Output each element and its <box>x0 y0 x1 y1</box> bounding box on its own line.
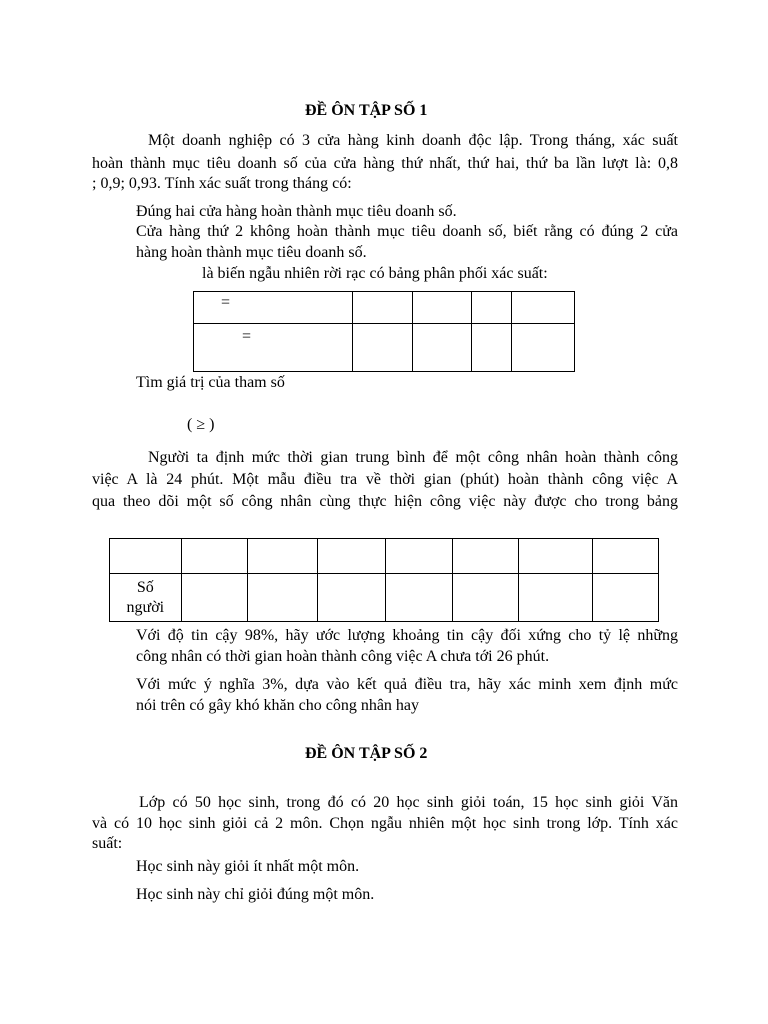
survey-table-cell <box>385 574 452 622</box>
exam1-q3-line1: Người ta định mức thời gian trung bình để một công nhân hoàn thành công <box>148 449 678 466</box>
survey-table-cell <box>592 574 658 622</box>
exam1-q1-part-b-line2: hàng hoàn thành mục tiêu doanh số. <box>136 244 367 261</box>
survey-table-label-line1: Số <box>136 578 154 596</box>
survey-table-cell <box>592 539 658 574</box>
survey-table-label-line2: người <box>126 598 165 616</box>
survey-table-cell <box>181 539 247 574</box>
survey-table-cell <box>248 574 318 622</box>
survey-table-row-count <box>110 574 659 622</box>
distribution-table <box>193 291 575 372</box>
distribution-table-cell <box>472 292 511 324</box>
exam1-q2-part-a: Tìm giá trị của tham số <box>136 374 285 391</box>
survey-table-cell <box>248 539 318 574</box>
survey-table-cell <box>519 574 592 622</box>
distribution-table-label-p: = <box>194 324 353 372</box>
survey-table-cell <box>452 539 518 574</box>
exam1-title: ĐỀ ÔN TẬP SỐ 1 <box>305 102 428 119</box>
exam1-q2-intro: là biến ngẫu nhiên rời rạc có bảng phân phối xác suất: <box>202 265 548 282</box>
exam2-q1-line1: Lớp có 50 học sinh, trong đó có 20 học sinh giỏi toán, 15 học sinh giỏi Văn <box>139 794 678 811</box>
exam1-q2-part-b: ( ≥ ) <box>187 416 215 433</box>
exam1-q1-line1: Một doanh nghiệp có 3 cửa hàng kinh doanh độc lập. Trong tháng, xác suất <box>148 132 678 149</box>
survey-table-cell <box>452 574 518 622</box>
survey-table-row-time <box>110 539 659 574</box>
exam1-q3-line2: việc A là 24 phút. Một mẫu điều tra về thời gian (phút) hoàn thành công việc A <box>92 471 678 488</box>
survey-table-header-cell <box>110 539 182 574</box>
distribution-table-cell <box>413 292 472 324</box>
survey-table-cell <box>318 574 385 622</box>
exam1-q3-line3: qua theo dõi một số công nhân cùng thực hiện công việc này được cho trong bảng <box>92 493 678 510</box>
distribution-table-row-x <box>194 292 575 324</box>
survey-table-cell <box>181 574 247 622</box>
survey-table <box>109 538 659 622</box>
exam2-title: ĐỀ ÔN TẬP SỐ 2 <box>305 745 428 762</box>
distribution-table-cell <box>511 324 574 372</box>
exam1-q1-part-a: Đúng hai cửa hàng hoàn thành mục tiêu doanh số. <box>136 203 457 220</box>
survey-table-cell <box>385 539 452 574</box>
exam1-q3-part-b-line1: Với mức ý nghĩa 3%, dựa vào kết quả điều tra, hãy xác minh xem định mức <box>136 676 678 693</box>
survey-table-label-count <box>110 574 182 622</box>
distribution-table-cell <box>511 292 574 324</box>
exam1-q3-part-a-line1: Với độ tin cậy 98%, hãy ước lượng khoảng tin cậy đối xứng cho tỷ lệ những <box>136 627 678 644</box>
distribution-table-label-x: = <box>194 292 353 324</box>
exam2-q1-line2: và có 10 học sinh giỏi cả 2 môn. Chọn ngẫu nhiên một học sinh trong lớp. Tính xác <box>92 815 678 832</box>
exam2-q1-line3: suất: <box>92 835 123 852</box>
distribution-table-cell <box>472 324 511 372</box>
distribution-table-row-p <box>194 324 575 372</box>
survey-table-cell <box>318 539 385 574</box>
exam1-q3-part-b-line2: nói trên có gây khó khăn cho công nhân hay <box>136 697 420 714</box>
distribution-table-cell <box>352 324 413 372</box>
exam1-q1-part-b-line1: Cửa hàng thứ 2 không hoàn thành mục tiêu doanh số, biết rằng có đúng 2 cửa <box>136 223 678 240</box>
exam1-q3-part-a-line2: công nhân có thời gian hoàn thành công việc A chưa tới 26 phút. <box>136 648 550 665</box>
exam1-q1-line3: ; 0,9; 0,93. Tính xác suất trong tháng có: <box>92 175 352 192</box>
survey-table-cell <box>519 539 592 574</box>
exam2-q1-part-b: Học sinh này chỉ giỏi đúng một môn. <box>136 886 375 903</box>
distribution-table-cell <box>413 324 472 372</box>
exam1-q1-line2: hoàn thành mục tiêu doanh số của cửa hàng thứ nhất, thứ hai, thứ ba lần lượt là: 0,8 <box>92 155 678 172</box>
distribution-table-cell <box>352 292 413 324</box>
exam2-q1-part-a: Học sinh này giỏi ít nhất một môn. <box>136 858 360 875</box>
